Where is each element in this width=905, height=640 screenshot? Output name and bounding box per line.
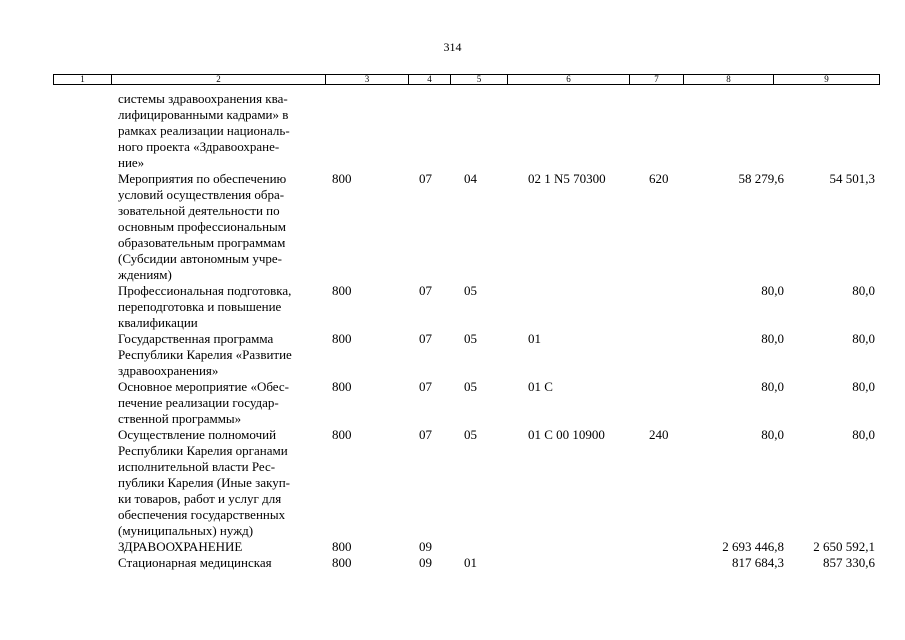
row-sum-1: 80,0: [761, 427, 784, 442]
table-row: [0, 283, 905, 331]
row-sum-1: 817 684,3: [732, 555, 784, 570]
row-article: 01: [528, 331, 541, 346]
table-row: [0, 379, 905, 427]
row-section: 07: [419, 283, 432, 298]
row-subsection: 05: [464, 427, 477, 442]
row-section: 07: [419, 331, 432, 346]
row-sum-2: 80,0: [852, 379, 875, 394]
row-sum-1: 2 693 446,8: [722, 539, 784, 554]
row-code: 800: [332, 283, 352, 298]
row-article: 01 С 00 10900: [528, 427, 605, 442]
row-code: 800: [332, 379, 352, 394]
table-row: [0, 331, 905, 379]
header-col-3: 3: [326, 75, 409, 84]
row-sum-2: 80,0: [852, 427, 875, 442]
table-row: [0, 427, 905, 539]
row-sum-1: 58 279,6: [738, 171, 784, 186]
table-body: [0, 91, 905, 571]
row-section: 09: [419, 539, 432, 554]
row-name: Мероприятия по обеспечению условий осуществления обра- зовательной деятельности по основным профессиональным образовательным программам (Субсидии автономным учре- ждениям): [118, 171, 287, 282]
table-row: [0, 171, 905, 283]
row-sum-1: 80,0: [761, 283, 784, 298]
row-article: 01 С: [528, 379, 553, 394]
page-number: 314: [443, 40, 462, 54]
table-row: [0, 91, 905, 171]
row-name: Стационарная медицинская: [118, 555, 272, 570]
header-col-8: 8: [684, 75, 774, 84]
row-name: системы здравоохранения ква- лифицированными кадрами» в рамках реализации националь- ного проекта «Здравоохране- ние»: [118, 91, 290, 170]
header-col-4: 4: [409, 75, 451, 84]
row-type: 620: [649, 171, 669, 186]
row-sum-2: 54 501,3: [829, 171, 875, 186]
row-sum-2: 80,0: [852, 283, 875, 298]
row-section: 07: [419, 427, 432, 442]
table-header: [53, 74, 880, 85]
row-name: Государственная программа Республики Карелия «Развитие здравоохранения»: [118, 331, 292, 378]
header-col-5: 5: [451, 75, 508, 84]
row-type: 240: [649, 427, 669, 442]
row-code: 800: [332, 331, 352, 346]
row-sum-1: 80,0: [761, 379, 784, 394]
row-sum-2: 2 650 592,1: [813, 539, 875, 554]
row-subsection: 05: [464, 331, 477, 346]
row-subsection: 05: [464, 283, 477, 298]
row-name: Осуществление полномочий Республики Карелия органами исполнительной власти Рес- публики Карелия (Иные закуп- ки товаров, работ и услуг для обеспечения государственных (муниципальных) нужд): [118, 427, 291, 538]
row-subsection: 04: [464, 171, 477, 186]
header-col-1: 1: [54, 75, 112, 84]
row-name: ЗДРАВООХРАНЕНИЕ: [118, 539, 243, 554]
header-col-2: 2: [112, 75, 326, 84]
row-section: 09: [419, 555, 432, 570]
row-article: 02 1 N5 70300: [528, 171, 606, 186]
header-col-6: 6: [508, 75, 630, 84]
row-code: 800: [332, 171, 352, 186]
row-sum-2: 857 330,6: [823, 555, 875, 570]
row-name: Профессиональная подготовка, переподготовка и повышение квалификации: [118, 283, 292, 330]
row-sum-1: 80,0: [761, 331, 784, 346]
row-code: 800: [332, 555, 352, 570]
row-name: Основное мероприятие «Обес- печение реализации государ- ственной программы»: [118, 379, 289, 426]
row-section: 07: [419, 171, 432, 186]
header-col-9: 9: [824, 74, 829, 84]
header-col-7: 7: [630, 75, 684, 84]
row-sum-2: 80,0: [852, 331, 875, 346]
row-code: 800: [332, 539, 352, 554]
row-subsection: 05: [464, 379, 477, 394]
table-row: [0, 539, 905, 555]
row-subsection: 01: [464, 555, 477, 570]
table-row: [0, 555, 905, 571]
row-section: 07: [419, 379, 432, 394]
row-code: 800: [332, 427, 352, 442]
